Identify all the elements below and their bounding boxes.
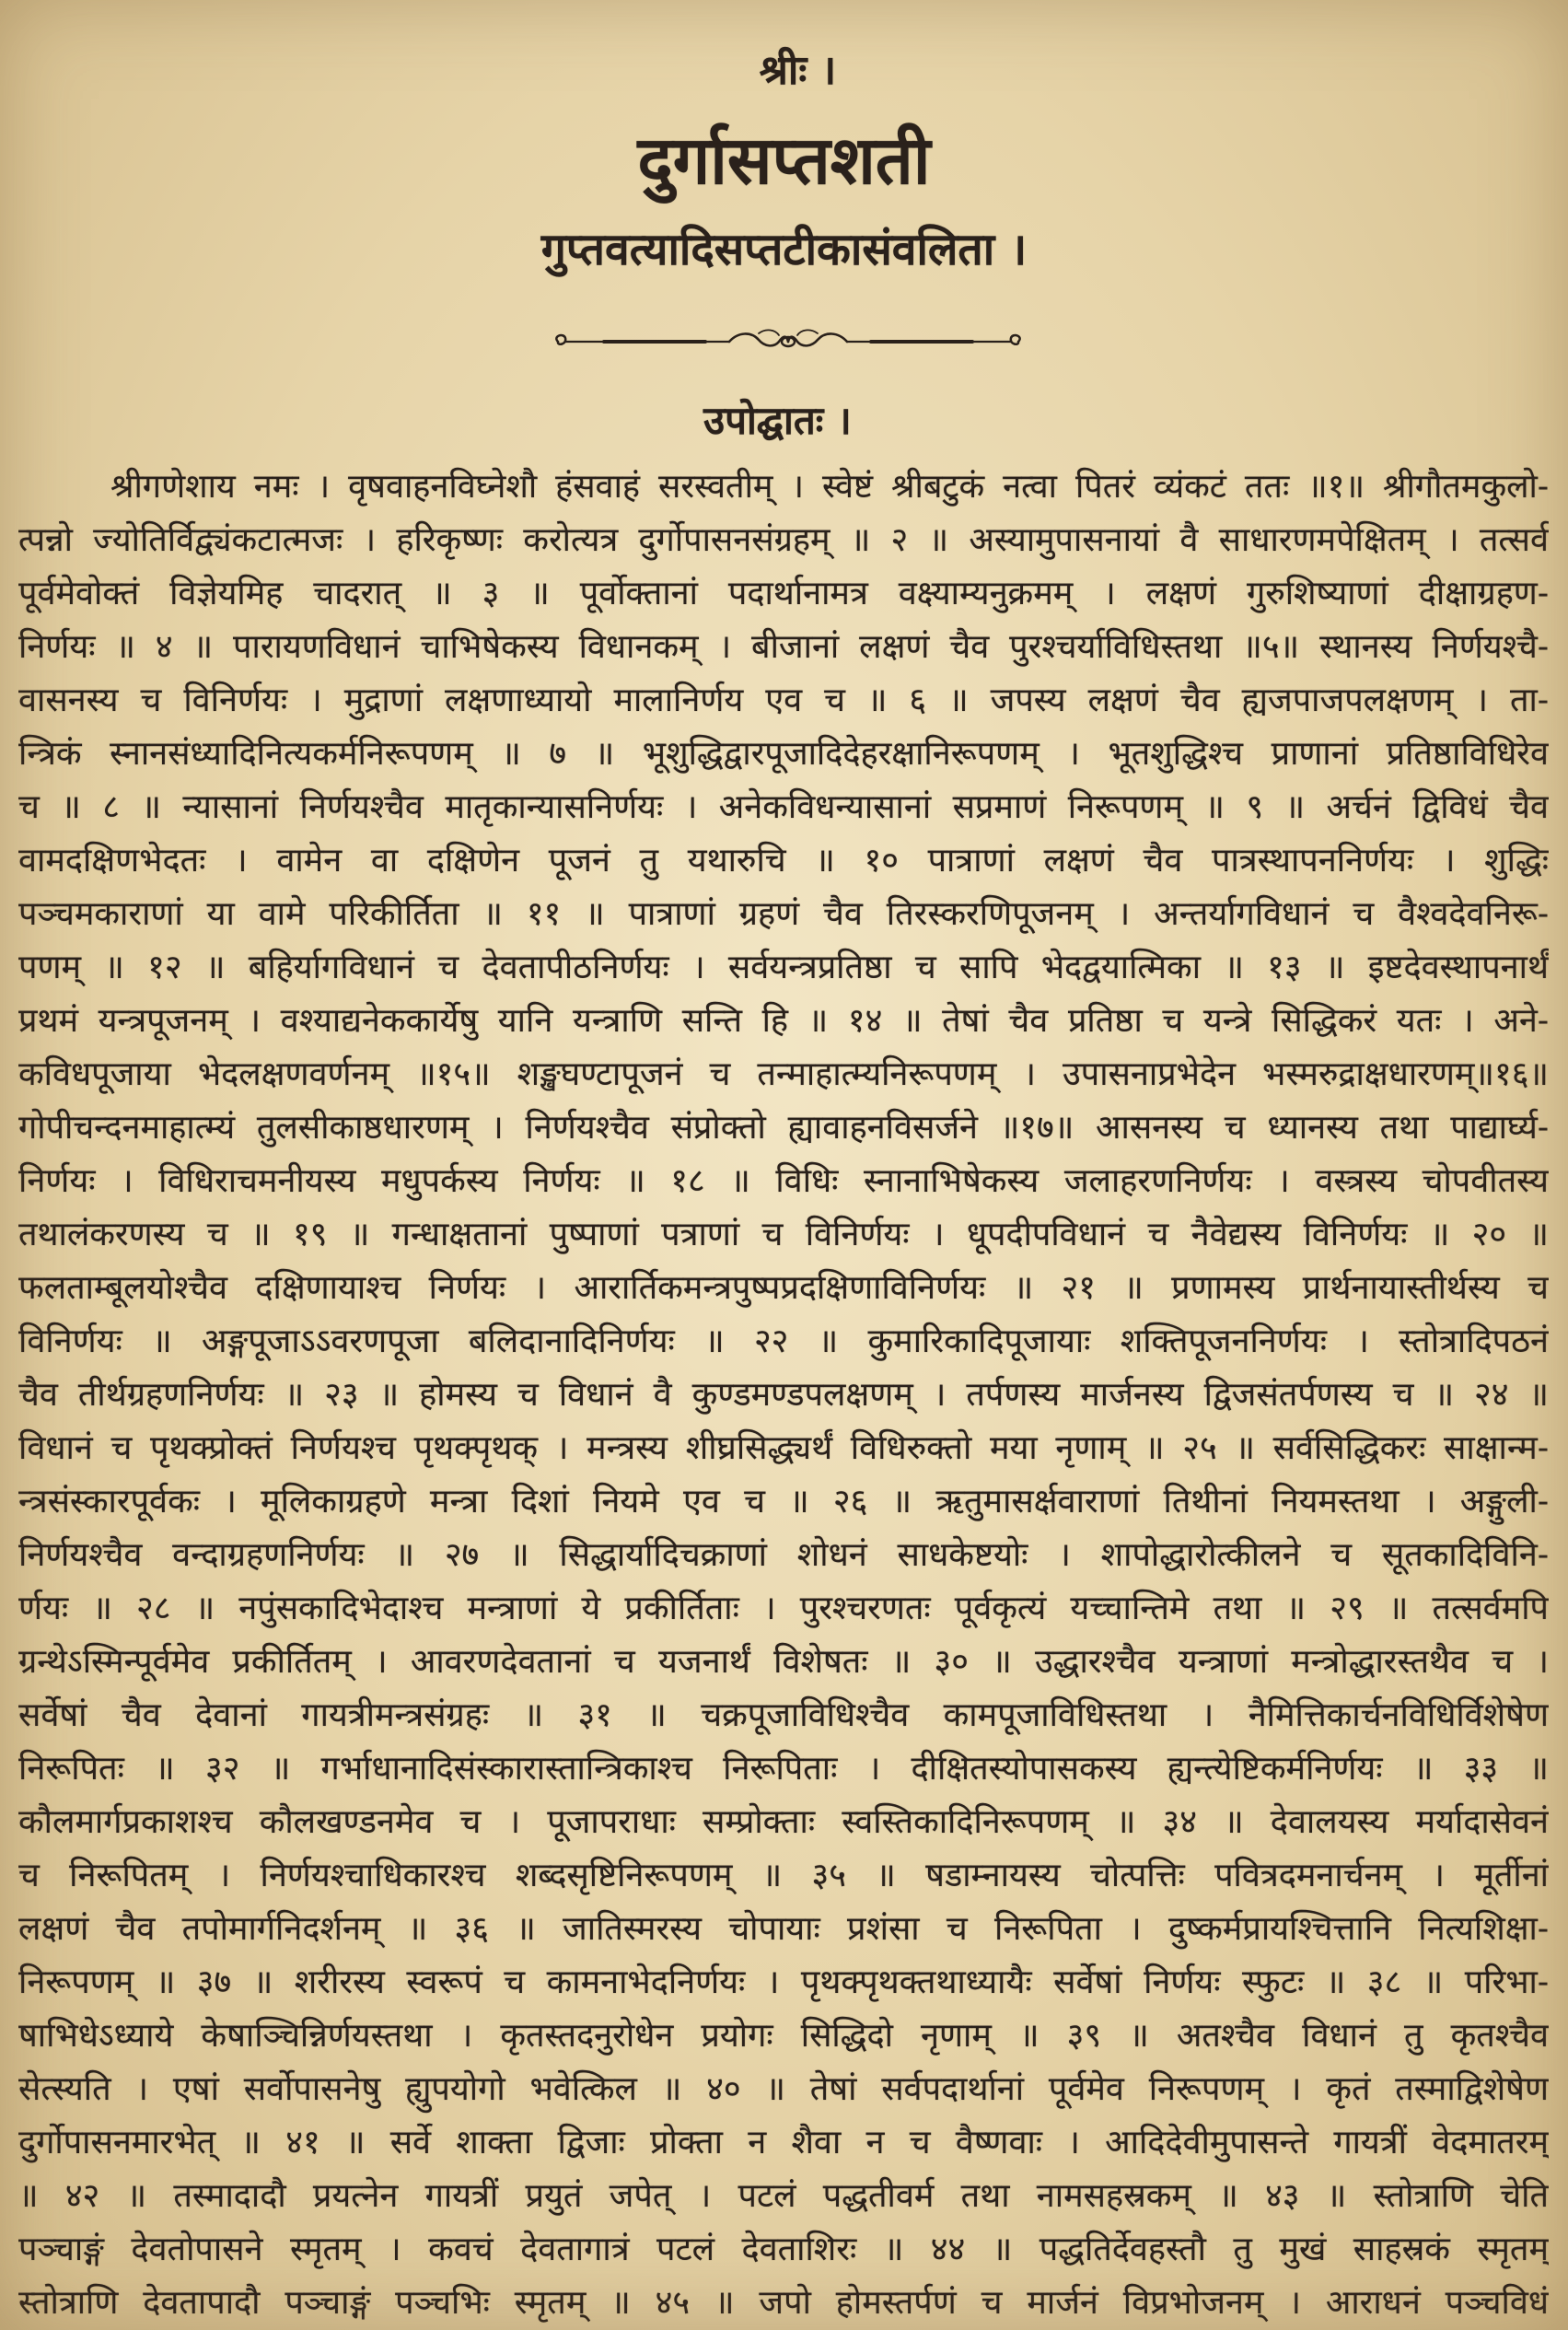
- text-line: पणम् ॥ १२ ॥ बहिर्यागविधानं च देवतापीठनिर्णयः । सर्वयन्त्रप्रतिष्ठा च सापि भेदद्वयात्मिका ॥ १३ ॥ इष्टदेवस्थापनार्थं: [18, 949, 1549, 986]
- book-subtitle: गुप्तवत्यादिसप्तटीकासंवलिता ।: [540, 224, 1028, 275]
- text-line: विधानं च पृथक्प्रोक्तं निर्णयश्च पृथक्पृथक् । मन्त्रस्य शीघ्रसिद्ध्यर्थं विधिरुक्तो मया नृणाम् ॥ २५ ॥ सर्वसिद्धिकरः साक्षान्म-: [18, 1429, 1549, 1467]
- text-line: पञ्चमकाराणां या वामे परिकीर्तिता ॥ ११ ॥ पात्राणां ग्रहणं चैव तिरस्करणिपूजनम् । अन्तर्यागविधानं च वैश्वदेवनिरू-: [18, 895, 1549, 933]
- text-line: श्रीगणेशाय नमः । वृषवाहनविघ्नेशौ हंसवाहं सरस्वतीम् । स्वेष्टं श्रीबटुकं नत्वा पितरं व्यंकटं ततः ॥१॥ श्रीगौतमकुलो-: [110, 468, 1549, 506]
- text-line: स्तोत्राणि देवतापादौ पञ्चाङ्गं पञ्चभिः स्मृतम् ॥ ४५ ॥ जपो होमस्तर्पणं च मार्जनं विप्रभोजनम् । आराधनं पञ्चविधं: [18, 2284, 1549, 2322]
- text-line: विनिर्णयः ॥ अङ्गपूजाऽऽवरणपूजा बलिदानादिनिर्णयः ॥ २२ ॥ कुमारिकादिपूजायाः शक्तिपूजननिर्णयः । स्तोत्रादिपठनं: [18, 1322, 1549, 1360]
- text-line: न्त्रसंस्कारपूर्वकः । मूलिकाग्रहणे मन्त्रा दिशां नियमे एव च ॥ २६ ॥ ऋतुमासर्क्षवाराणां तिथीनां नियमस्तथा । अङ्गुली-: [18, 1483, 1549, 1520]
- text-line: लक्षणं चैव तपोमार्गनिदर्शनम् ॥ ३६ ॥ जातिस्मरस्य चोपायाः प्रशंसा च निरूपिता । दुष्कर्मप्रायश्चित्तानि नित्यशिक्षा-: [18, 1910, 1549, 1948]
- text-line: गोपीचन्दनमाहात्म्यं तुलसीकाष्ठधारणम् । निर्णयश्चैव संप्रोक्तो ह्यावाहनविसर्जने ॥१७॥ आसनस्य च ध्यानस्य तथा पाद्यार्घ्य-: [18, 1109, 1549, 1147]
- text-line: ॥ ४२ ॥ तस्मादादौ प्रयत्नेन गायत्रीं प्रयुतं जपेत् । पटलं पद्धतीवर्म तथा नामसहस्रकम् ॥ ४३ ॥ स्तोत्राणि चेति: [18, 2177, 1549, 2215]
- text-line: प्रथमं यन्त्रपूजनम् । वश्याद्यनेककार्येषु यानि यन्त्राणि सन्ति हि ॥ १४ ॥ तेषां चैव प्रतिष्ठा च यन्त्रे सिद्धिकरं यतः । अने-: [18, 1002, 1549, 1040]
- text-line: निरूपितः ॥ ३२ ॥ गर्भाधानादिसंस्कारास्तान्त्रिकाश्च निरूपिताः । दीक्षितस्योपासकस्य ह्यन्त्येष्टिकर्मनिर्णयः ॥ ३३ ॥: [18, 1750, 1549, 1788]
- body-text: [18, 460, 1549, 2330]
- text-line: पूर्वमेवोक्तं विज्ञेयमिह चादरात् ॥ ३ ॥ पूर्वोक्तानां पदार्थानामत्र वक्ष्याम्यनुक्रमम् । लक्षणं गुरुशिष्याणां दीक्षाग्रहण-: [18, 575, 1549, 612]
- text-line: निरूपणम् ॥ ३७ ॥ शरीरस्य स्वरूपं च कामनाभेदनिर्णयः । पृथक्पृथक्तथाध्यायैः सर्वेषां निर्णयः स्फुटः ॥ ३८ ॥ परिभा-: [18, 1963, 1549, 2001]
- text-line: च ॥ ८ ॥ न्यासानां निर्णयश्चैव मातृकान्यासनिर्णयः । अनेकविधन्यासानां सप्रमाणं निरूपणम् ॥ ९ ॥ अर्चनं द्विविधं चैव: [18, 788, 1549, 826]
- text-line: वासनस्य च विनिर्णयः । मुद्राणां लक्षणाध्यायो मालानिर्णय एव च ॥ ६ ॥ जपस्य लक्षणं चैव ह्यजपाजपलक्षणम् । ता-: [18, 682, 1549, 719]
- text-line: र्णयः ॥ २८ ॥ नपुंसकादिभेदाश्च मन्त्राणां ये प्रकीर्तिताः । पुरश्चरणतः पूर्वकृत्यं यच्चान्तिमे तथा ॥ २९ ॥ तत्सर्वमपि: [18, 1590, 1549, 1627]
- flourish-divider-icon: [549, 324, 1028, 359]
- text-line: न्त्रिकं स्नानसंध्यादिनित्यकर्मनिरूपणम् ॥ ७ ॥ भूशुद्धिद्वारपूजादिदेहरक्षानिरूपणम् । भूतशुद्धिश्च प्राणानां प्रतिष्ठाविधिरेव: [18, 735, 1549, 773]
- text-line: निर्णयश्चैव वन्दाग्रहणनिर्णयः ॥ २७ ॥ सिद्धार्यादिचक्राणां शोधनं साधकेष्टयोः । शापोद्धारोत्कीलने च सूतकादिविनि-: [18, 1536, 1549, 1574]
- text-line: तथालंकरणस्य च ॥ १९ ॥ गन्धाक्षतानां पुष्पाणां पत्राणां च विनिर्णयः । धूपदीपविधानं च नैवेद्यस्य विनिर्णयः ॥ २० ॥: [18, 1216, 1549, 1253]
- text-line: दुर्गोपासनमारभेत् ॥ ४१ ॥ सर्वे शाक्ता द्विजाः प्रोक्ता न शैवा न च वैष्णवाः । आदिदेवीमुपासन्ते गायत्रीं वेदमातरम्: [18, 2124, 1549, 2161]
- text-line: च निरूपितम् । निर्णयश्चाधिकारश्च शब्दसृष्टिनिरूपणम् ॥ ३५ ॥ षडाम्नायस्य चोत्पत्तिः पवित्रदमनार्चनम् । मूर्तीनां: [18, 1857, 1549, 1894]
- text-line: चैव तीर्थग्रहणनिर्णयः ॥ २३ ॥ होमस्य च विधानं वै कुण्डमण्डपलक्षणम् । तर्पणस्य मार्जनस्य द्विजसंतर्पणस्य च ॥ २४ ॥: [18, 1376, 1549, 1414]
- text-line: ग्रन्थेऽस्मिन्पूर्वमेव प्रकीर्तितम् । आवरणदेवतानां च यजनार्थं विशेषतः ॥ ३० ॥ उद्धारश्चैव यन्त्राणां मन्त्रोद्धारस्तथैव च ।: [18, 1643, 1549, 1681]
- invocation-heading: श्रीः ।: [759, 47, 837, 94]
- text-line: कविधपूजाया भेदलक्षणवर्णनम् ॥१५॥ शङ्खघण्टापूजनं च तन्माहात्म्यनिरूपणम् । उपासनाप्रभेदेन भस्मरुद्राक्षधारणम्॥१६॥: [18, 1055, 1549, 1093]
- text-line: पञ्चाङ्गं देवतोपासने स्मृतम् । कवचं देवतागात्रं पटलं देवताशिरः ॥ ४४ ॥ पद्धतिर्देवहस्तौ तु मुखं साहस्रकं स्मृतम्: [18, 2231, 1549, 2268]
- section-heading: उपोद्घातः ।: [703, 398, 852, 443]
- text-line: सेत्स्यति । एषां सर्वोपासनेषु ह्युपयोगो भवेत्किल ॥ ४० ॥ तेषां सर्वपदार्थानां पूर्वमेव निरूपणम् । कृतं तस्माद्विशेषेण: [18, 2070, 1549, 2108]
- text-line: कौलमार्गप्रकाशश्च कौलखण्डनमेव च । पूजापराधाः सम्प्रोक्ताः स्वस्तिकादिनिरूपणम् ॥ ३४ ॥ देवालयस्य मर्यादासेवनं: [18, 1803, 1549, 1841]
- text-line: निर्णयः ॥ ४ ॥ पारायणविधानं चाभिषेकस्य विधानकम् । बीजानां लक्षणं चैव पुरश्चर्याविधिस्तथा ॥५॥ स्थानस्य निर्णयश्चै-: [18, 628, 1549, 666]
- text-line: त्पन्नो ज्योतिर्विद्व्यंकटात्मजः । हरिकृष्णः करोत्यत्र दुर्गोपासनसंग्रहम् ॥ २ ॥ अस्यामुपासनायां वै साधारणमपेक्षितम् । तत्सर्व: [18, 521, 1549, 559]
- text-line: वामदक्षिणभेदतः । वामेन वा दक्षिणेन पूजनं तु यथारुचि ॥ १० पात्राणां लक्षणं चैव पात्रस्थापननिर्णयः । शुद्धिः: [18, 842, 1549, 880]
- text-line: षाभिधेऽध्याये केषाञ्चिन्निर्णयस्तथा । कृतस्तदनुरोधेन प्रयोगः सिद्धिदो नृणाम् ॥ ३९ ॥ अतश्चैव विधानं तु कृतश्चैव: [18, 2017, 1549, 2055]
- text-line: निर्णयः । विधिराचमनीयस्य मधुपर्कस्य निर्णयः ॥ १८ ॥ विधिः स्नानाभिषेकस्य जलाहरणनिर्णयः । वस्त्रस्य चोपवीतस्य: [18, 1162, 1549, 1200]
- text-line: सर्वेषां चैव देवानां गायत्रीमन्त्रसंग्रहः ॥ ३१ ॥ चक्रपूजाविधिश्चैव कामपूजाविधिस्तथा । नैमित्तिकार्चनविधिर्विशेषेण: [18, 1696, 1549, 1734]
- book-title: दुर्गासप्तशती: [637, 121, 931, 199]
- text-line: फलताम्बूलयोश्चैव दक्षिणायाश्च निर्णयः । आरार्तिकमन्त्रपुष्पप्रदक्षिणाविनिर्णयः ॥ २१ ॥ प्रणामस्य प्रार्थनायास्तीर्थस्य च: [18, 1269, 1549, 1307]
